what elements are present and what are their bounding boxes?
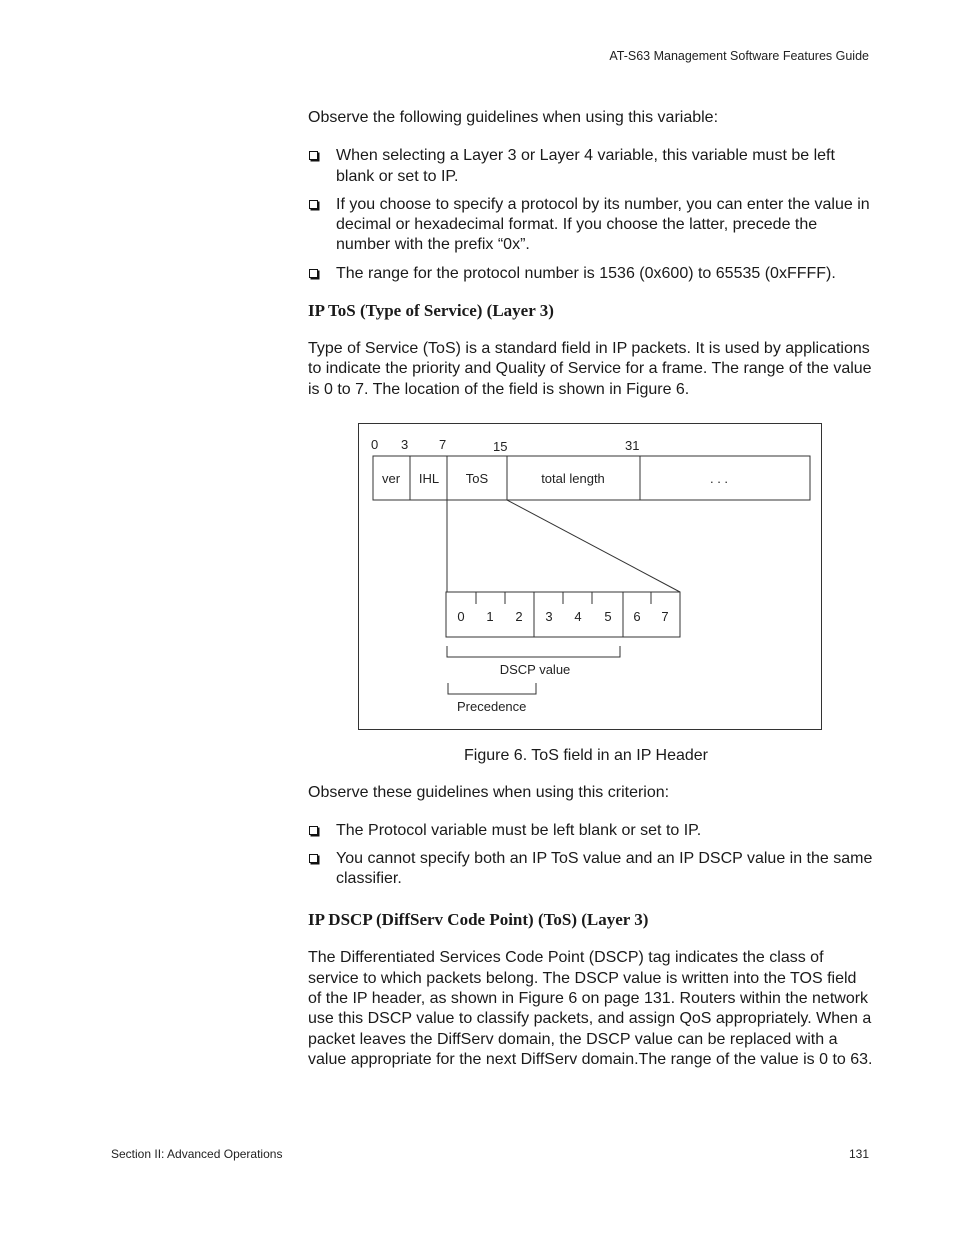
- expansion-line-right: [507, 500, 680, 592]
- dscp-paragraph: The Differentiated Services Code Point (DSCP) tag indicates the class of service to which packets belong. The DSCP value is written into the TOS field of the IP header, as shown in Figure 6 on page 131. Routers within the network use this DSCP value to classify packets, and assign QoS appropriately. When a packet leaves the DiffServ domain, the DSCP value can be replaced with a value appropriate for the next DiffServ domain.The range of the value is 0 to 63.: [308, 949, 873, 1068]
- tos-bit-4: 4: [574, 608, 582, 624]
- field-ellipsis: . . .: [709, 470, 729, 486]
- list-item: If you choose to specify a protocol by its number, you can enter the value in decimal or hexadecimal format. If you choose the latter, precede the number with the prefix “0x”.: [308, 195, 874, 256]
- page-number: 131: [849, 1147, 870, 1161]
- criterion-list: [308, 821, 874, 890]
- field-total-length: total length: [541, 470, 605, 486]
- figure-caption: Figure 6. ToS field in an IP Header: [464, 746, 708, 764]
- bit-position-15: 15: [493, 438, 508, 454]
- list-item: The Protocol variable must be left blank or set to IP.: [308, 821, 874, 841]
- running-header: AT-S63 Management Software Features Guide: [609, 49, 869, 63]
- tos-bit-6: 6: [633, 608, 641, 624]
- bit-position-3: 3: [401, 436, 409, 452]
- checkbox-bullet-icon: [309, 854, 318, 863]
- field-tos: ToS: [465, 470, 489, 486]
- precedence-bracket: [448, 683, 536, 694]
- checkbox-bullet-icon: [309, 200, 318, 209]
- ip-header-diagram: [359, 424, 821, 729]
- checkbox-bullet-icon: [309, 151, 318, 160]
- dscp-heading: IP DSCP (DiffServ Code Point) (ToS) (Layer 3): [308, 910, 649, 930]
- tos-bit-3: 3: [545, 608, 553, 624]
- tos-bit-5: 5: [604, 608, 612, 624]
- guidelines-intro: Observe the following guidelines when using this variable:: [308, 109, 719, 126]
- list-item: The range for the protocol number is 1536 (0x600) to 65535 (0xFFFF).: [308, 264, 874, 284]
- bit-position-31: 31: [625, 437, 640, 453]
- field-ihl: IHL: [418, 470, 440, 486]
- footer-section: Section II: Advanced Operations: [111, 1147, 283, 1161]
- tos-bit-0: 0: [457, 608, 465, 624]
- tos-heading: IP ToS (Type of Service) (Layer 3): [308, 301, 554, 321]
- checkbox-bullet-icon: [309, 826, 318, 835]
- precedence-label: Precedence: [457, 698, 527, 714]
- bit-ticks: [476, 592, 651, 637]
- list-item: When selecting a Layer 3 or Layer 4 variable, this variable must be left blank or set to IP.: [308, 146, 874, 187]
- tos-paragraph: Type of Service (ToS) is a standard field in IP packets. It is used by applications to indicate the priority and Quality of Service for a frame. The range of the value is 0 to 7. The location of the field is shown in Figure 6.: [308, 340, 872, 398]
- list-item: You cannot specify both an IP ToS value and an IP DSCP value in the same classifier.: [308, 849, 874, 890]
- dscp-bracket: [447, 646, 620, 657]
- tos-figure: [358, 423, 822, 730]
- guidelines-list: [308, 146, 874, 284]
- tos-bit-7: 7: [661, 608, 669, 624]
- tos-bit-2: 2: [515, 608, 523, 624]
- criterion-intro: Observe these guidelines when using this criterion:: [308, 784, 670, 802]
- tos-bit-1: 1: [486, 608, 494, 624]
- field-ver: ver: [381, 470, 401, 486]
- bit-position-7: 7: [439, 436, 447, 452]
- checkbox-bullet-icon: [309, 269, 318, 278]
- dscp-label: DSCP value: [499, 661, 571, 677]
- main-content: [308, 108, 874, 1070]
- bit-position-0: 0: [371, 436, 379, 452]
